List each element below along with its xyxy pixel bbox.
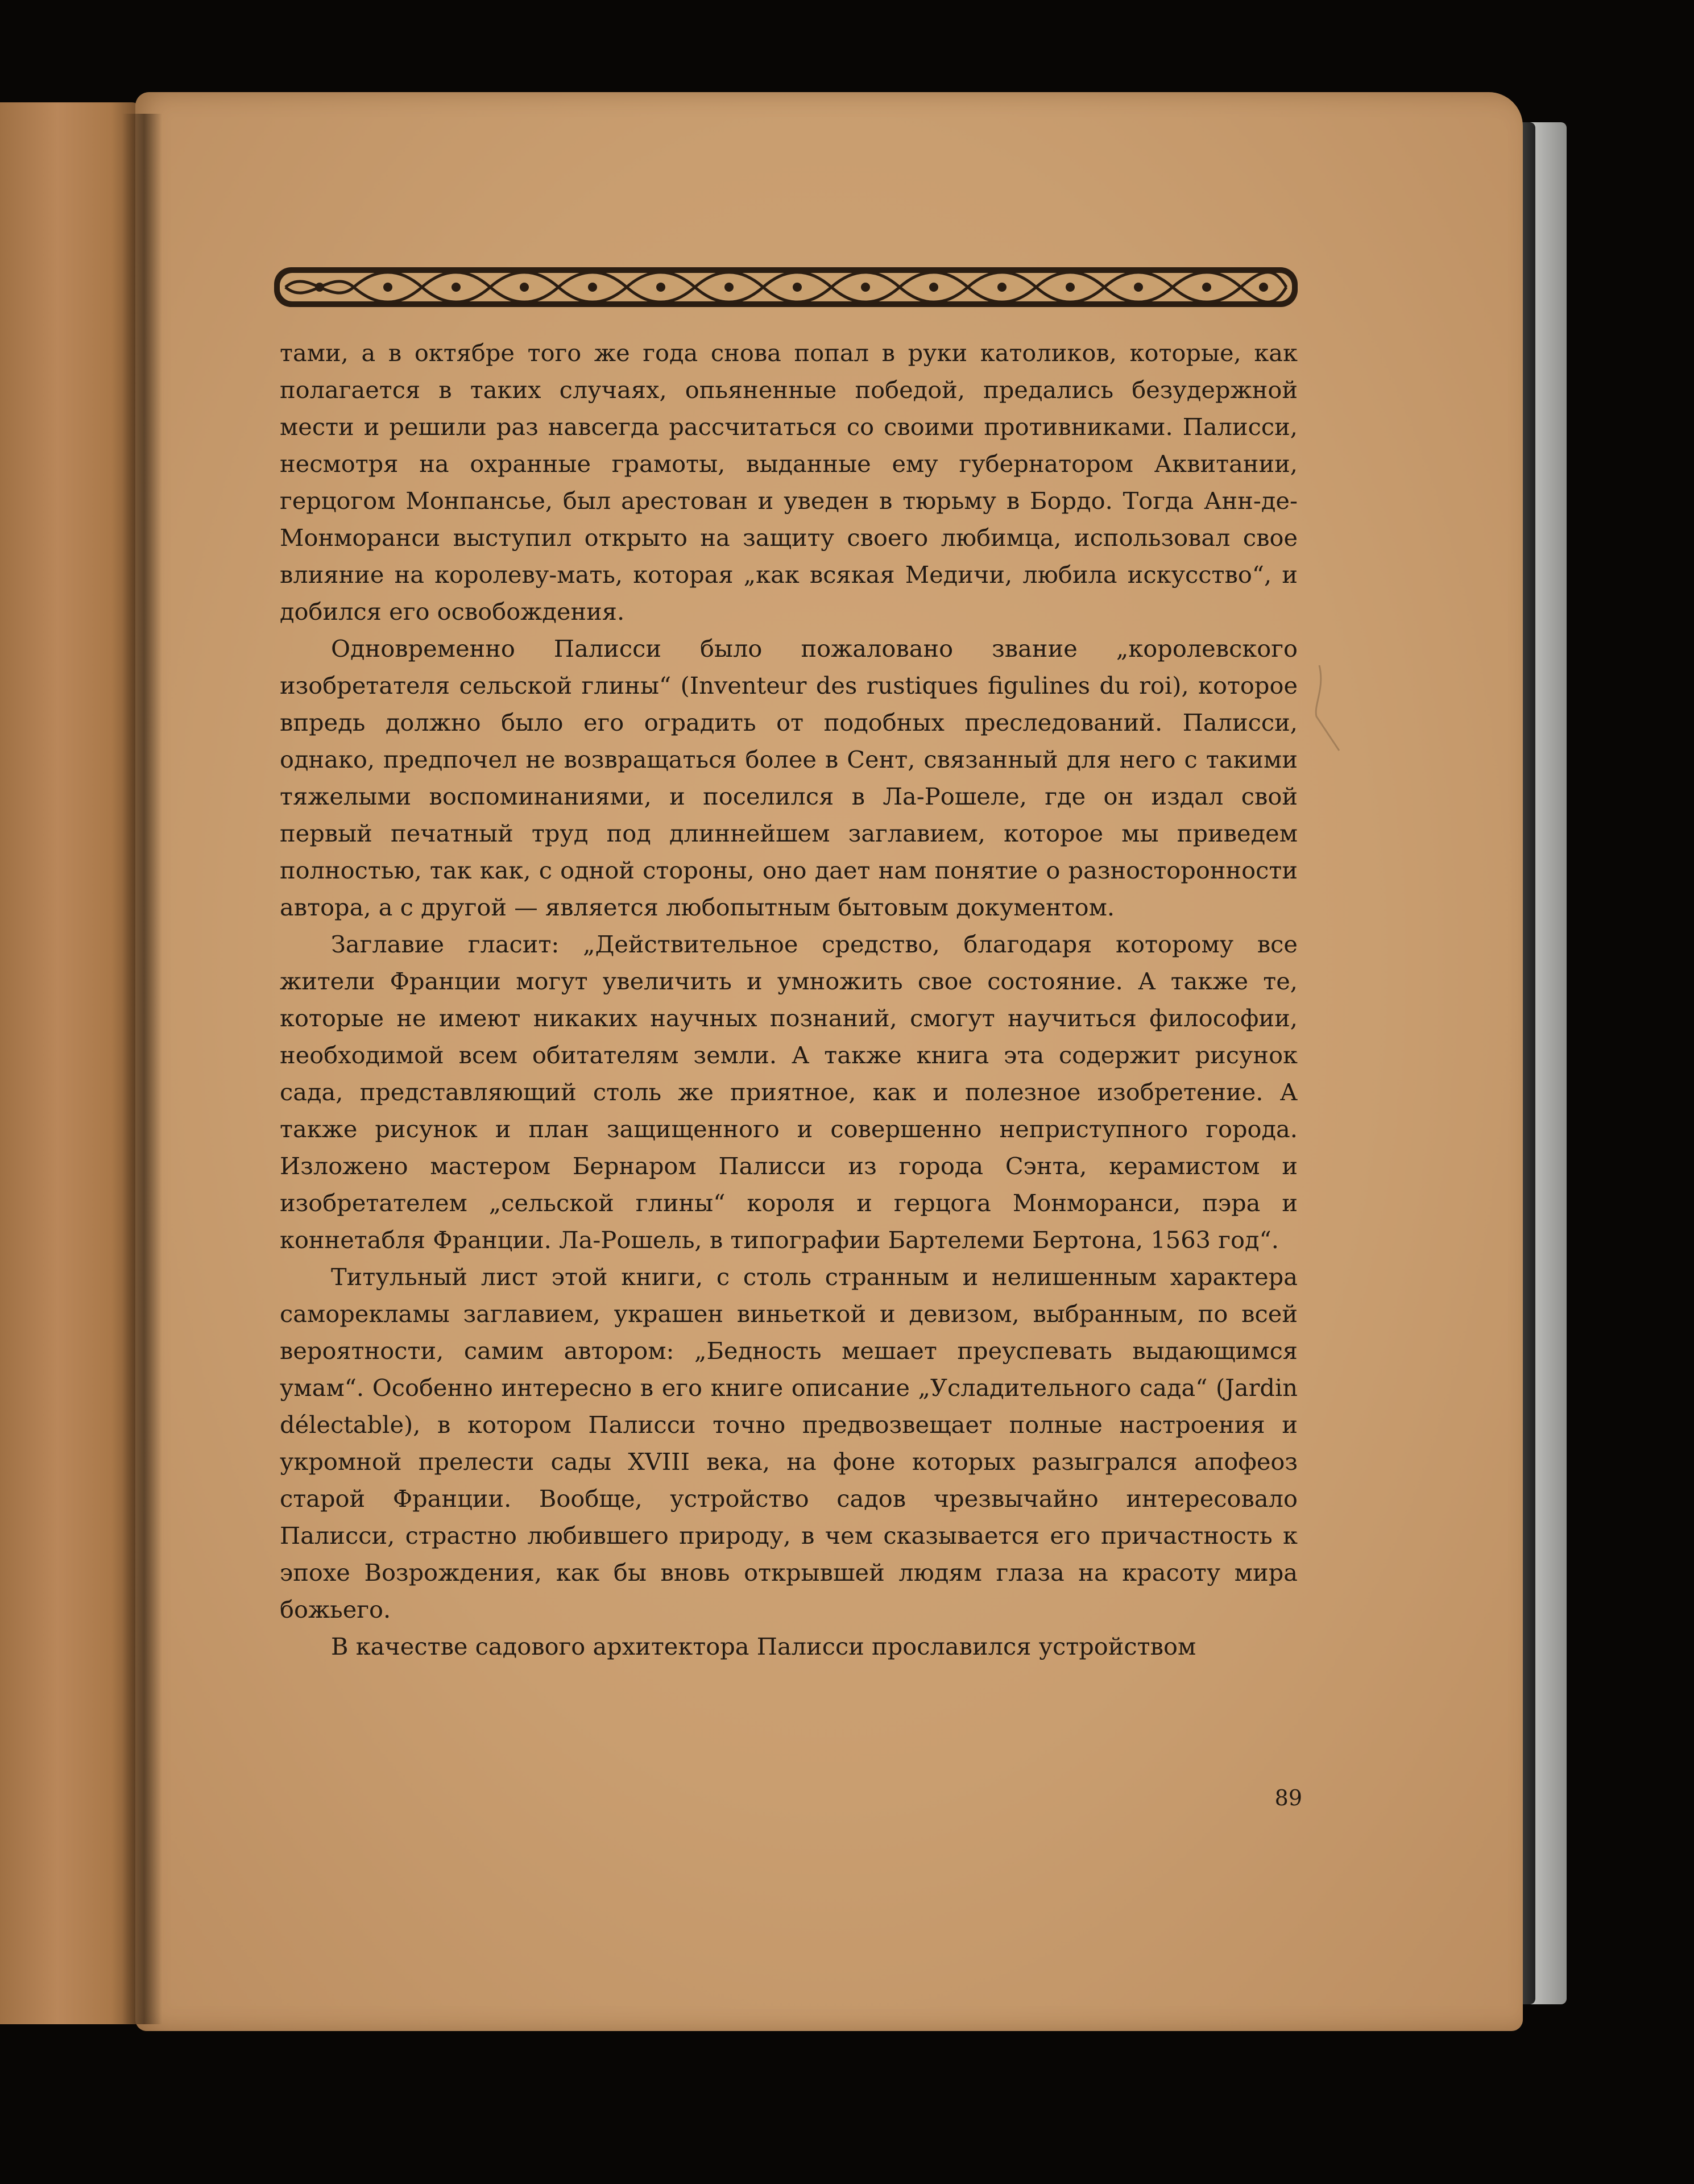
- pencil-margin-mark: [1308, 665, 1342, 756]
- paragraph-2: Одновременно Палисси было пожаловано звание „королевского изобретателя сельской глины“ (Inventeur des rustiques figulines du roi), которое впредь должно было его оградить от подобных преследований. Палисси, однако, предпочел не возвращаться более в Сент, связанный для него с такими тяжелыми воспоминаниями, и поселился в Ла-Рошеле, где он издал свой первый печатный труд под длиннейшем заглавием, которое мы приведем полностью, так как, с одной стороны, оно дает нам понятие о разносторонности автора, а с другой — является любопытным бытовым документом.: [280, 635, 1298, 921]
- paragraph-3: Заглавие гласит: „Действительное средство, благодаря которому все жители Франции могут увеличить и умножить свое состояние. А также те, которые не имеют никаких научных познаний, смогут научиться философии, необходимой всем обитателям земли. А также книга эта содержит рисунок сада, представляющий столь же приятное, как и полезное изобретение. А также рисунок и план защищенного и совершенно неприступного города. Изложено мастером Бернаром Палисси из города Сэнта, керамистом и изобретателем „сельской глины“ короля и герцога Монморанси, пэра и коннетабля Франции. Ла-Рошель, в типографии Бартелеми Бертона, 1563 год“.: [280, 930, 1298, 1254]
- paragraph-5: В качестве садового архитектора Палисси прославился устройством: [331, 1632, 1196, 1660]
- page-number: 89: [1274, 1785, 1302, 1810]
- paragraph-4: Титульный лист этой книги, с столь странным и нелишенным характера саморекламы заглавием, украшен виньеткой и девизом, выбранным, по всей вероятности, самим автором: „Бедность мешает преуспевать выдающимся умам“. Особенно интересно в его книге описание „Усладительного сада“ (Jardin délectable), в котором Палисси точно предвозвещает полные настроения и укромной прелести сады XVIII века, на фоне которых разыгрался апофеоз старой Франции. Вообще, устройство садов чрезвычайно интересовало Палисси, страстно любившего природу, в чем сказывается его причастность к эпохе Возрождения, как бы вновь открывшей людям глаза на красоту мира божьего.: [280, 1263, 1298, 1623]
- facing-page-edge: [0, 102, 142, 2024]
- gutter-shadow: [122, 114, 162, 2024]
- paragraph-1: тами, а в октябре того же года снова попал в руки католиков, которые, как полагается в таких случаях, опьяненные победой, предались безудержной мести и решили раз навсегда рассчитаться со своими противниками. Палисси, несмотря на охранные грамоты, выданные ему губернатором Аквитании, герцогом Монпансье, был арестован и уведен в тюрьму в Бордо. Тогда Анн-де-Монморанси выступил открыто на защиту своего любимца, использовал свое влияние на королеву-мать, которая „как всякая Медичи, любила искусство“, и добился его освобождения.: [280, 339, 1298, 625]
- body-text: [280, 334, 1298, 1665]
- decorative-headpiece-ornament: [274, 267, 1298, 307]
